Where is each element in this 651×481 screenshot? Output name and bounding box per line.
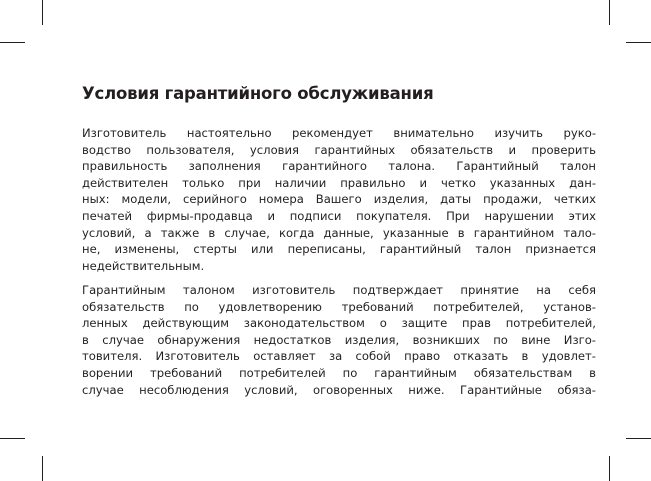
text-line: ленных действующим законодательством о защите прав потребителей,: [82, 316, 596, 331]
paragraph: [82, 282, 596, 398]
page-title: Условия гарантийного обслуживания: [82, 84, 434, 103]
text-line: печатей фирмы-продавца и подписи покупателя. При нарушении этих: [82, 208, 596, 223]
text-line: Изготовитель настоятельно рекомендует внимательно изучить руко-: [82, 126, 596, 140]
text-line: товителя. Изготовитель оставляет за собой право отказать в удовлет-: [82, 349, 596, 364]
text-line: правильность заполнения гарантийного талона. Гарантийный талон: [82, 159, 596, 174]
text-line: действителен только при наличии правильно и четко указанных дан-: [82, 175, 596, 190]
text-line: ных: модели, серийного номера Вашего изделия, даты продажи, четких: [82, 192, 596, 207]
text-line: ворении требований потребителей по гарантийным обязательствам в: [82, 365, 596, 380]
crop-mark: [626, 438, 651, 439]
text-line: в случае обнаружения недостатков изделия, возникших по вине Изго-: [82, 332, 596, 347]
paragraph: [82, 125, 596, 274]
crop-mark: [609, 0, 610, 25]
crop-mark: [42, 0, 43, 25]
crop-mark: [626, 42, 651, 43]
text-line: водство пользователя, условия гарантийных обязательств и проверить: [82, 142, 596, 157]
text-line: условий, а также в случае, когда данные, указанные в гарантийном тало-: [82, 225, 596, 240]
crop-mark: [609, 456, 610, 481]
text-line: не, изменены, стерты или переписаны, гарантийный талон признается: [82, 242, 596, 257]
text-line: недействительным.: [82, 258, 205, 273]
text-line: обязательств по удовлетворению требований потребителей, установ-: [82, 299, 596, 314]
crop-mark: [0, 42, 25, 43]
text-line: Гарантийным талоном изготовитель подтверждает принятие на себя: [82, 283, 596, 297]
text-line: случае несоблюдения условий, оговоренных ниже. Гарантийные обяза-: [82, 382, 596, 397]
crop-mark: [0, 438, 25, 439]
crop-mark: [42, 456, 43, 481]
